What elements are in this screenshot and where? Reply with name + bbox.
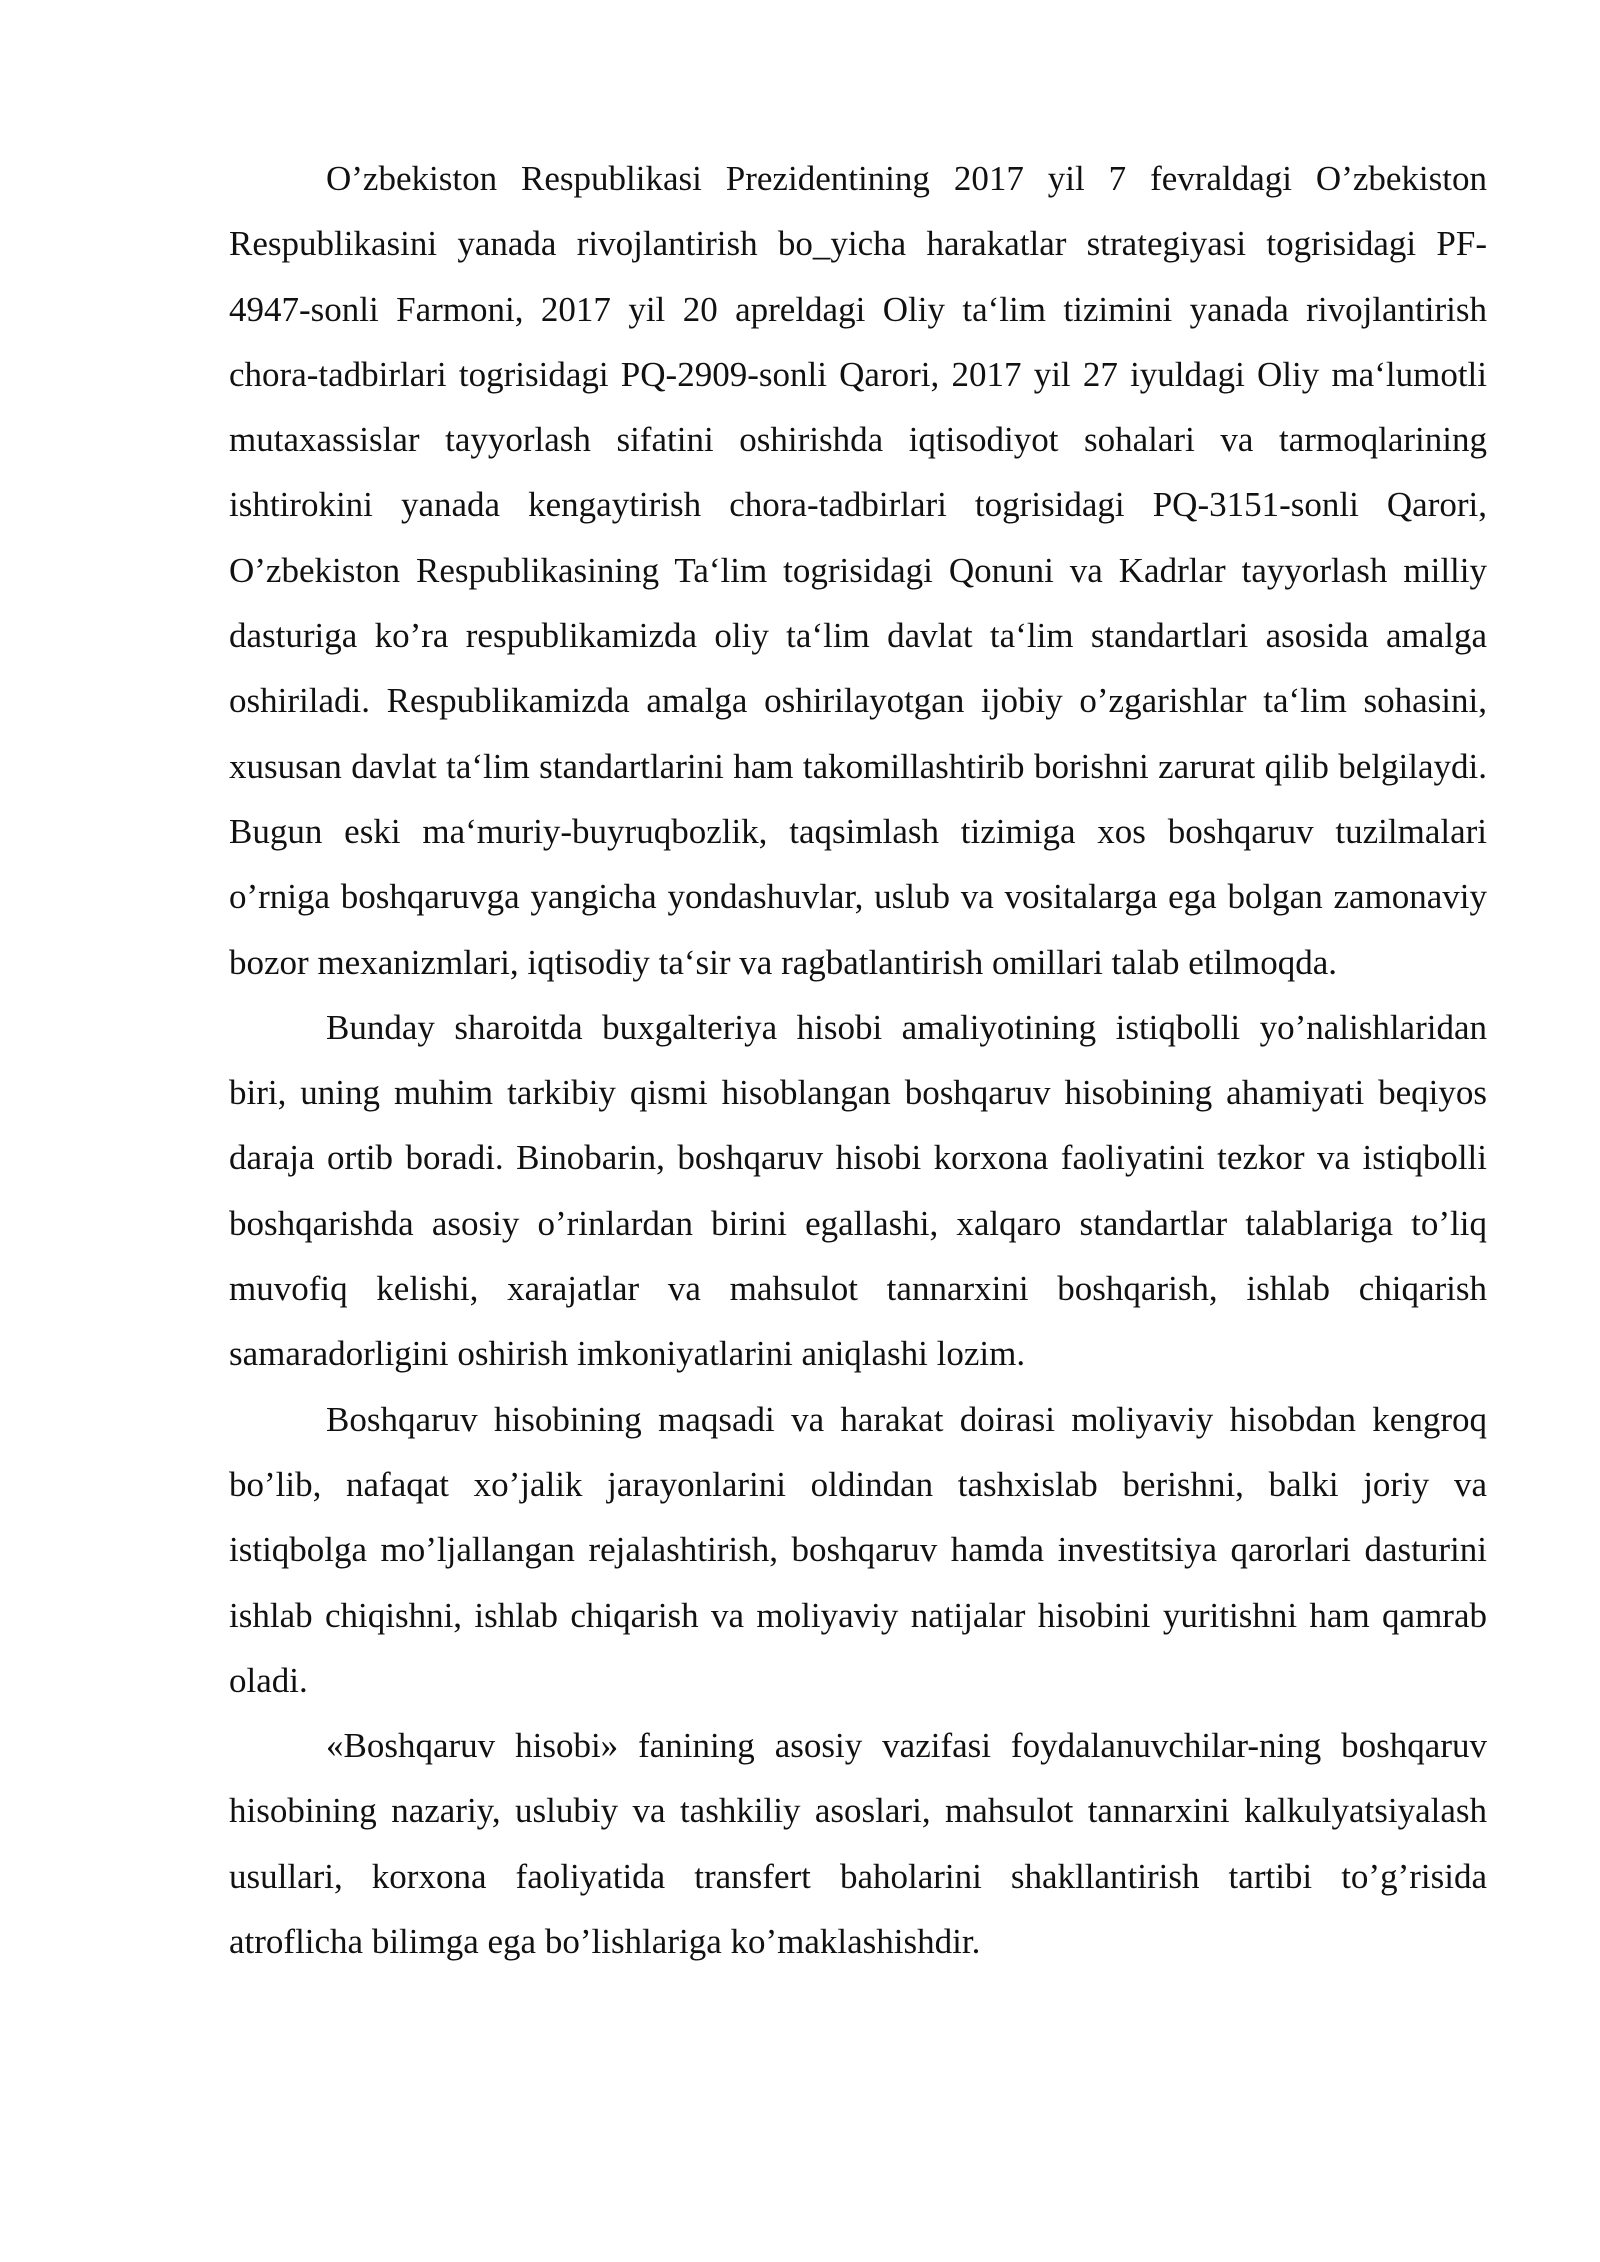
paragraph-2: Bunday sharoitda buxgalteriya hisobi amaliyotining istiqbolli yo’nalishlaridan biri, uning muhim tarkibiy qismi hisoblangan boshqaruv hisobining ahamiyati beqiyos daraja ortib boradi. Binobarin, boshqaruv hisobi korxona faoliyatini tezkor va istiqbolli boshqarishda asosiy o’rinlardan birini egallashi, xalqaro standartlar talablariga to’liq muvofiq kelishi, xarajatlar va mahsulot tannarxini boshqarish, ishlab chiqarish samaradorligini oshirish imkoniyatlarini aniqlashi lozim. (229, 1007, 1487, 1374)
paragraph-3: Boshqaruv hisobining maqsadi va harakat doirasi moliyaviy hisobdan kengroq bo’lib, nafaqat xo’jalik jarayonlarini oldindan tashxislab berishni, balki joriy va istiqbolga mo’ljallangan rejalashtirish, boshqaruv hamda investitsiya qarorlari dasturini ishlab chiqishni, ishlab chiqarish va moliyaviy natijalar hisobini yuritishni ham qamrab oladi. (229, 1399, 1487, 1700)
paragraph-1: O’zbekiston Respublikasi Prezidentining 2017 yil 7 fevraldagi O’zbekiston Respublikasini yanada rivojlantirish bo_yicha harakatlar strategiyasi togrisidagi PF-4947-sonli Farmoni, 2017 yil 20 apreldagi Oliy ta‘lim tizimini yanada rivojlantirish chora-tadbirlari togrisidagi PQ-2909-sonli Qarori, 2017 yil 27 iyuldagi Oliy ma‘lumotli mutaxassislar tayyorlash sifatini oshirishda iqtisodiyot sohalari va tarmoqlarining ishtirokini yanada kengaytirish chora-tadbirlari togrisidagi PQ-3151-sonli Qarori, O’zbekiston Respublikasining Ta‘lim togrisidagi Qonuni va Kadrlar tayyorlash milliy dasturiga ko’ra respublikamizda oliy ta‘lim davlat ta‘lim standartlari asosida amalga oshiriladi. Respublikamizda amalga oshirilayotgan ijobiy o’zgarishlar ta‘lim sohasini, xususan davlat ta‘lim standartlarini ham takomillashtirib borishni zarurat qilib belgilaydi. Bugun eski ma‘muriy-buyruqbozlik, taqsimlash tizimiga xos boshqaruv tuzilmalari o’rniga boshqaruvga yangicha yondashuvlar, uslub va vositalarga ega bolgan zamonaviy bozor mexanizmlari, iqtisodiy ta‘sir va ragbatlantirish omillari talab etilmoqda. (229, 159, 1487, 982)
paragraph-4: «Boshqaruv hisobi» fanining asosiy vazifasi foydalanuvchilar-ning boshqaruv hisobining nazariy, uslubiy va tashkiliy asoslari, mahsulot tannarxini kalkulyatsiyalash usullari, korxona faoliyatida transfert baholarini shakllantirish tartibi to’g’risida atroflicha bilimga ega bo’lishlariga ko’maklashishdir. (229, 1726, 1487, 1962)
document-body (229, 146, 1487, 1974)
